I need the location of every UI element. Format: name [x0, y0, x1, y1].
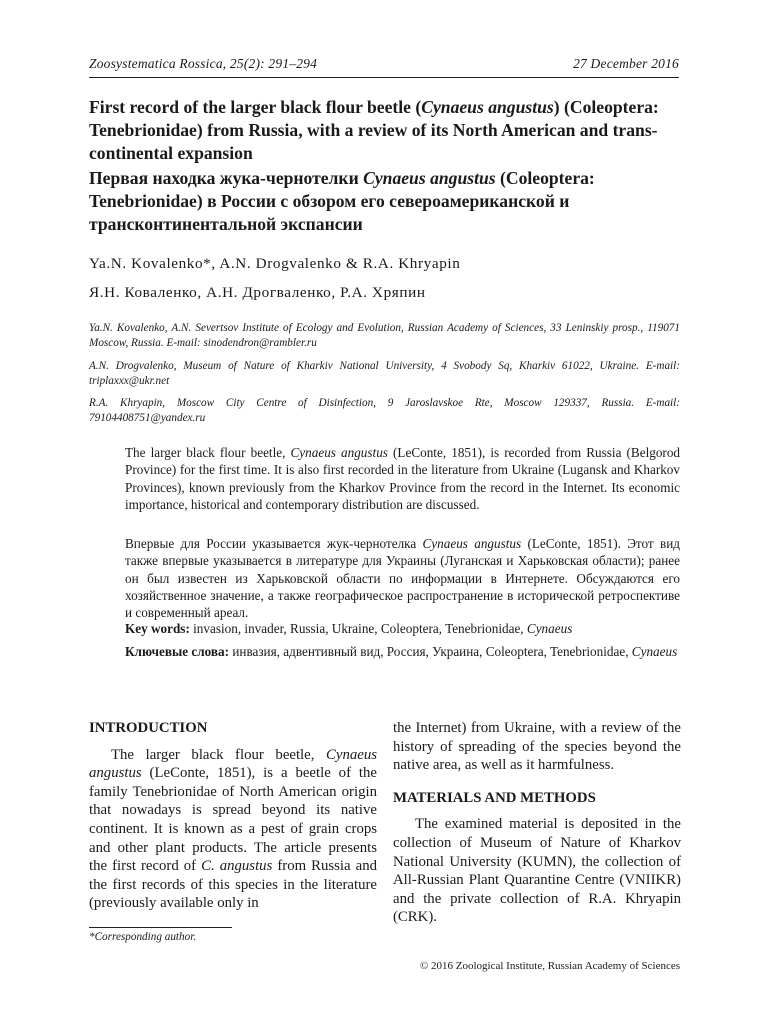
- copyright-line: © 2016 Zoological Institute, Russian Academy of Sciences: [419, 960, 680, 972]
- running-head: [89, 56, 679, 72]
- affiliation-khryapin: R.A. Khryapin, Moscow City Centre of Disinfection, 9 Jaroslavskoe Rte, Moscow 129337, Russia. E-mail: 79104408751@yandex.ru: [89, 397, 680, 424]
- abstract-english: The larger black flour beetle, Cynaeus angustus (LeConte, 1851), is recorded from Russia (Belgorod Province) for the first time. It is also first recorded in the literature from Ukraine (Lugansk and Kharkov Provinces), known previously from the Kharkov Province from the record in the Internet. Its economic importance, historical and contemporary distribution are discussed.: [125, 445, 681, 512]
- methods-paragraph: The examined material is deposited in the collection of Museum of Nature of Kharkov National University (KUMN), the collection of All-Russian Plant Quarantine Centre (VNIIKR) and the private collection of R.A. Khryapin (CRK).: [393, 816, 681, 926]
- authors-russian: Я.Н. Коваленко, А.Н. Дрогваленко, Р.А. Хряпин: [89, 284, 426, 301]
- introduction-paragraph: The larger black flour beetle, Cynaeus angustus (LeConte, 1851), is a beetle of the family Tenebrionidae of North American origin that nowadays is spread beyond its native continent. It is known as a pest of grain crops and other plant products. The article presents the first record of C. angustus from Russia and the first records of this species in the literature (previously available only in: [89, 746, 377, 912]
- left-column: [89, 719, 377, 913]
- keywords-label: Ключевые слова:: [125, 644, 230, 659]
- keywords-russian: Ключевые слова: инвазия, адвентивный вид, Россия, Украина, Coleoptera, Tenebrionidae, Cynaeus: [125, 644, 678, 659]
- journal-citation: Zoosystematica Rossica, 25(2): 291–294: [89, 56, 318, 71]
- affiliation-drogvalenko: A.N. Drogvalenko, Museum of Nature of Kharkiv National University, 4 Svobody Sq, Kharkiv 61022, Ukraine. E-mail: triplaxxx@ukr.net: [89, 360, 680, 387]
- species-name: Cynaeus angustus: [421, 97, 554, 117]
- title-english: First record of the larger black flour beetle (Cynaeus angustus) (Coleoptera: Tenebrionidae) from Russia, with a review of its North American and trans-continental expansion: [89, 97, 659, 163]
- introduction-heading: INTRODUCTION: [89, 720, 208, 736]
- right-column: [393, 719, 681, 927]
- authors-english: Ya.N. Kovalenko*, A.N. Drogvalenko & R.A. Khryapin: [89, 255, 461, 272]
- title-russian: Первая находка жука-чернотелки Cynaeus angustus (Coleoptera: Tenebrionidae) в России с обзором его североамериканской и трансконтинентальной экспансии: [89, 168, 595, 234]
- species-name: Cynaeus angustus: [363, 168, 496, 188]
- footnote-rule: [89, 927, 232, 928]
- publication-date: 27 December 2016: [573, 56, 679, 71]
- abstract-russian: Впервые для России указывается жук-чернотелка Cynaeus angustus (LeConte, 1851). Этот вид также впервые указывается в литературе для Украины (Луганская и Харьковская области); ранее он был известен из Харьковской области по информации в Интернете. Обсуждаются его хозяйственное значение, а также географическое распространение в исторической ретроспективе и современный ареал.: [125, 536, 680, 621]
- introduction-continued: the Internet) from Ukraine, with a review of the history of spreading of the species beyond the native area, as well as it harmfulness.: [393, 720, 681, 774]
- header-rule: [89, 77, 679, 78]
- keywords-english: Key words: invasion, invader, Russia, Ukraine, Coleoptera, Tenebrionidae, Cynaeus: [125, 621, 573, 636]
- affiliation-kovalenko: Ya.N. Kovalenko, A.N. Severtsov Institute of Ecology and Evolution, Russian Academy of Sciences, 33 Leninskiy prosp., 119071 Moscow, Russia. E-mail: sinodendron@rambler.ru: [89, 322, 680, 349]
- keywords-label: Key words:: [125, 621, 190, 636]
- footnote: *Corresponding author.: [89, 931, 197, 943]
- methods-heading: MATERIALS AND METHODS: [393, 789, 596, 806]
